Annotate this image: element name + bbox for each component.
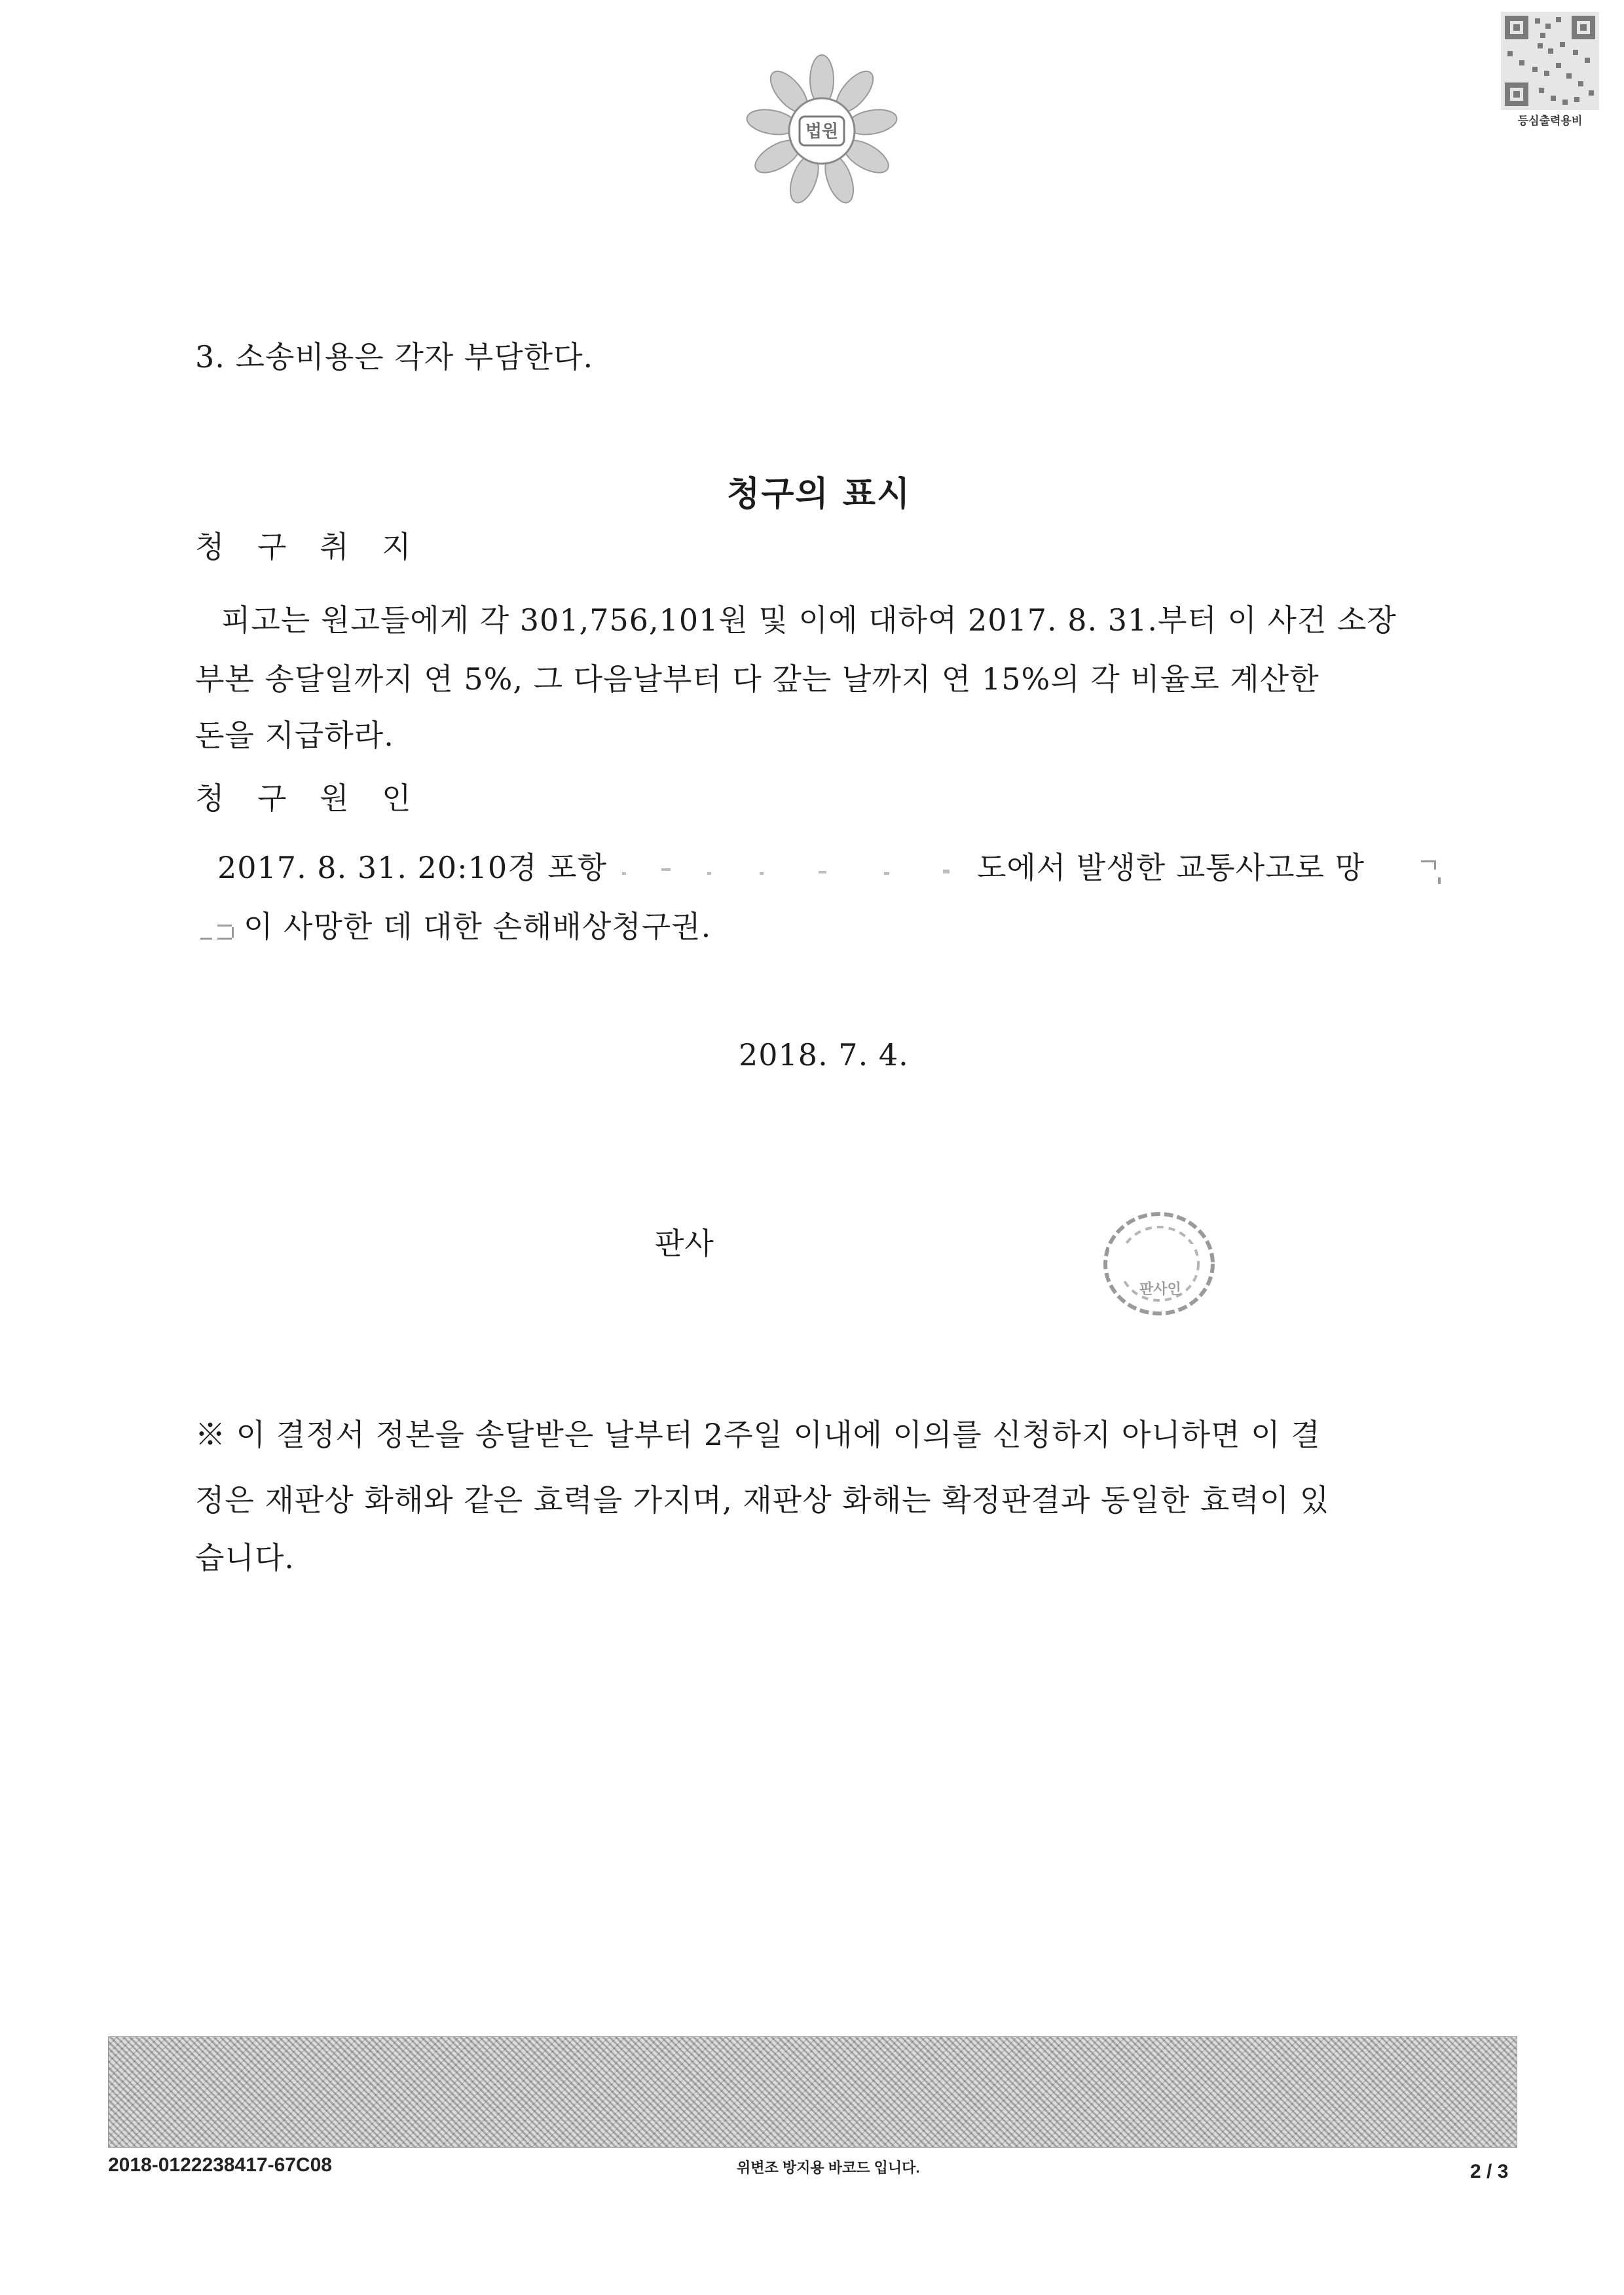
notice-line-1: ※ 이 결정서 정본을 송달받은 날부터 2주일 이내에 이의를 신청하지 아니하면 이 결 <box>195 1417 1321 1452</box>
redaction-marks-icon <box>609 850 976 889</box>
seal-text: 판사인 <box>1139 1281 1181 1298</box>
redaction-marks-icon <box>195 911 241 949</box>
page-indicator: 2 / 3 <box>1470 2161 1509 2182</box>
claim-purpose-line-2: 부본 송달일까지 연 5%, 그 다음날부터 다 갚는 날까지 연 15%의 각 비율로 계산한 <box>195 661 1320 697</box>
redaction-name-2 <box>195 911 241 949</box>
notice-line-3: 습니다. <box>195 1540 295 1575</box>
emblem-text: 법원 <box>805 122 839 141</box>
judge-label: 판사 <box>655 1226 714 1261</box>
redaction-marks-icon <box>1414 851 1447 889</box>
judge-seal-icon <box>1094 1205 1225 1323</box>
claim-cause-line-2: 이 사망한 데 대한 손해배상청구권. <box>244 909 712 944</box>
court-emblem <box>743 52 900 210</box>
notice-line-2: 정은 재판상 화해와 같은 효력을 가지며, 재판상 화해는 확정판결과 동일한 효력이 있 <box>195 1482 1330 1518</box>
anti-forgery-barcode <box>108 2036 1517 2148</box>
claim-section-title: 청구의 표시 <box>727 475 912 514</box>
claim-purpose-line-1: 피고는 원고들에게 각 301,756,101원 및 이에 대하여 2017. 8. 31.부터 이 사건 소장 <box>221 602 1397 638</box>
redaction-name-1 <box>1414 851 1447 889</box>
claim-cause-heading: 청 구 원 인 <box>195 780 423 816</box>
claim-cause-line-1-end: 도에서 발생한 교통사고로 망 <box>977 850 1365 885</box>
claim-purpose-heading: 청 구 취 지 <box>195 529 423 564</box>
clause-3: 3. 소송비용은 각자 부담한다. <box>195 339 594 375</box>
judge-seal <box>1094 1205 1225 1323</box>
qr-code <box>1501 12 1599 128</box>
document-number: 2018-0122238417-67C08 <box>108 2154 332 2176</box>
barcode-note: 위변조 방지용 바코드 입니다. <box>737 2159 920 2176</box>
redaction-address <box>609 850 976 889</box>
qr-label: 등심출력용비 <box>1517 115 1583 128</box>
claim-cause-line-1-start: 2017. 8. 31. 20:10경 포항 <box>217 850 608 885</box>
qr-code-icon <box>1501 12 1599 110</box>
claim-purpose-line-3: 돈을 지급하라. <box>195 718 394 753</box>
decision-date: 2018. 7. 4. <box>739 1037 909 1073</box>
